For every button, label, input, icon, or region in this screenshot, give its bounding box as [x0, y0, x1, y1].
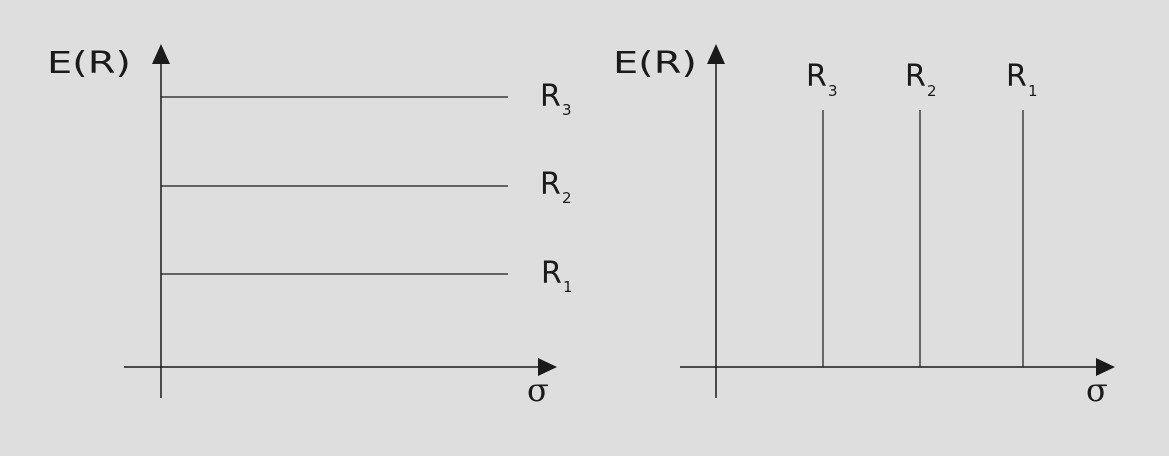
left-x-axis-label: σ — [527, 371, 549, 409]
left-y-axis-arrow-icon — [152, 44, 170, 64]
right-label-r3-sub: 3 — [828, 82, 838, 100]
left-y-axis-label: E(R) — [47, 46, 131, 81]
left-label-r1-sub: 1 — [563, 278, 573, 296]
right-label-r1: R — [1006, 59, 1027, 94]
left-label-r3-sub: 3 — [562, 101, 572, 119]
right-label-r2: R — [905, 59, 926, 94]
right-label-r1-sub: 1 — [1028, 82, 1038, 100]
right-y-axis-arrow-icon — [707, 44, 725, 64]
right-x-axis-label: σ — [1086, 371, 1108, 409]
right-label-r3: R — [806, 59, 827, 94]
left-label-r2: R — [540, 167, 561, 202]
right-y-axis-label: E(R) — [613, 46, 697, 81]
right-label-r2-sub: 2 — [927, 82, 937, 100]
left-label-r1: R — [541, 256, 562, 291]
left-label-r3: R — [540, 79, 561, 114]
left-panel — [47, 44, 573, 409]
left-label-r2-sub: 2 — [562, 189, 572, 207]
right-panel — [613, 44, 1115, 409]
